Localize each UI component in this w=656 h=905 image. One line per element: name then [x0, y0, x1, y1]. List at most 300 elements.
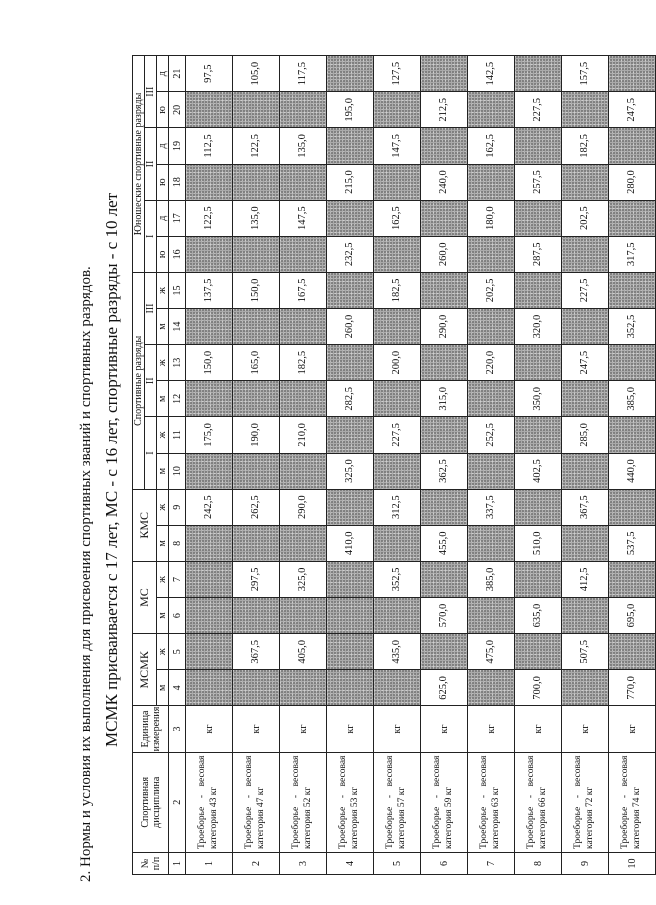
- shaded-cell: [233, 164, 280, 200]
- norm-value: 537,5: [609, 525, 656, 561]
- shaded-cell: [609, 345, 656, 381]
- table-row: [280, 56, 327, 875]
- shaded-cell: [186, 309, 233, 345]
- shaded-cell: [327, 670, 374, 706]
- column-numbers-row: [169, 56, 186, 875]
- norm-value: 315,0: [421, 381, 468, 417]
- row-number: 7: [468, 852, 515, 874]
- discipline-dash: -: [479, 795, 490, 799]
- header-kms: КМС: [133, 489, 157, 561]
- norm-value: 770,0: [609, 670, 656, 706]
- norm-value: 135,0: [233, 200, 280, 236]
- shaded-cell: [609, 56, 656, 92]
- header-zh: ж: [157, 634, 169, 670]
- header-sport-rank-2: II: [145, 345, 157, 417]
- discipline-weight-word: весовая: [385, 755, 396, 787]
- shaded-cell: [233, 236, 280, 272]
- shaded-cell: [327, 417, 374, 453]
- norm-value: 162,5: [468, 128, 515, 164]
- norm-value: 247,5: [562, 345, 609, 381]
- shaded-cell: [280, 164, 327, 200]
- shaded-cell: [468, 453, 515, 489]
- norm-value: 190,0: [233, 417, 280, 453]
- norm-value: 455,0: [421, 525, 468, 561]
- shaded-cell: [609, 489, 656, 525]
- discipline-weight-word: весовая: [573, 755, 584, 787]
- norm-value: 137,5: [186, 272, 233, 308]
- header-yu: ю: [157, 164, 169, 200]
- header-sport-rank-3: III: [145, 272, 157, 344]
- table-body: [186, 56, 656, 875]
- column-number: 7: [169, 561, 186, 597]
- shaded-cell: [374, 381, 421, 417]
- shaded-cell: [609, 561, 656, 597]
- discipline-name: Троеборье: [291, 806, 302, 849]
- table-row: [609, 56, 656, 875]
- shaded-cell: [233, 525, 280, 561]
- column-number: 4: [169, 670, 186, 706]
- header-d: д: [157, 128, 169, 164]
- norm-value: 625,0: [421, 670, 468, 706]
- shaded-cell: [280, 92, 327, 128]
- row-number: 6: [421, 852, 468, 874]
- norm-value: 112,5: [186, 128, 233, 164]
- norm-value: 182,5: [280, 345, 327, 381]
- shaded-cell: [515, 489, 562, 525]
- norm-value: 440,0: [609, 453, 656, 489]
- shaded-cell: [186, 92, 233, 128]
- shaded-cell: [327, 272, 374, 308]
- norm-value: 147,5: [374, 128, 421, 164]
- table-row: [515, 56, 562, 875]
- column-number: 20: [169, 92, 186, 128]
- norm-value: 412,5: [562, 561, 609, 597]
- shaded-cell: [233, 92, 280, 128]
- shaded-cell: [186, 453, 233, 489]
- row-number: 10: [609, 852, 656, 874]
- shaded-cell: [233, 453, 280, 489]
- norm-value: 135,0: [280, 128, 327, 164]
- shaded-cell: [421, 272, 468, 308]
- norm-value: 97,5: [186, 56, 233, 92]
- shaded-cell: [421, 489, 468, 525]
- discipline-weight-word: весовая: [620, 755, 631, 787]
- norm-value: 227,5: [562, 272, 609, 308]
- norm-value: 202,5: [562, 200, 609, 236]
- shaded-cell: [468, 598, 515, 634]
- shaded-cell: [327, 598, 374, 634]
- shaded-cell: [562, 309, 609, 345]
- column-number: 5: [169, 634, 186, 670]
- shaded-cell: [421, 345, 468, 381]
- norm-value: 182,5: [562, 128, 609, 164]
- discipline-name: Троеборье: [573, 806, 584, 849]
- norm-value: 227,5: [374, 417, 421, 453]
- norm-value: 290,0: [280, 489, 327, 525]
- norm-value: 287,5: [515, 236, 562, 272]
- shaded-cell: [186, 164, 233, 200]
- norm-value: 165,0: [233, 345, 280, 381]
- shaded-cell: [468, 92, 515, 128]
- discipline-weight-word: весовая: [526, 755, 537, 787]
- shaded-cell: [186, 381, 233, 417]
- norms-table: [132, 55, 656, 875]
- unit-cell: кг: [233, 706, 280, 752]
- discipline-category: категория 43 кг: [209, 786, 219, 849]
- norm-value: 405,0: [280, 634, 327, 670]
- norm-value: 700,0: [515, 670, 562, 706]
- shaded-cell: [562, 236, 609, 272]
- norm-value: 220,0: [468, 345, 515, 381]
- header-yu: ю: [157, 236, 169, 272]
- shaded-cell: [280, 309, 327, 345]
- shaded-cell: [374, 598, 421, 634]
- unit-cell: кг: [421, 706, 468, 752]
- norm-value: 410,0: [327, 525, 374, 561]
- norm-value: 385,0: [468, 561, 515, 597]
- discipline-name: Троеборье: [385, 806, 396, 849]
- shaded-cell: [374, 236, 421, 272]
- row-number: 5: [374, 852, 421, 874]
- column-number: 11: [169, 417, 186, 453]
- header-zh: ж: [157, 272, 169, 308]
- discipline-cell: [468, 752, 515, 852]
- norm-value: 210,0: [280, 417, 327, 453]
- shaded-cell: [374, 92, 421, 128]
- norm-value: 260,0: [327, 309, 374, 345]
- shaded-cell: [421, 128, 468, 164]
- norm-value: 362,5: [421, 453, 468, 489]
- shaded-cell: [327, 56, 374, 92]
- shaded-cell: [562, 92, 609, 128]
- shaded-cell: [468, 670, 515, 706]
- header-m: м: [157, 670, 169, 706]
- header-ms: МС: [133, 561, 157, 633]
- shaded-cell: [186, 525, 233, 561]
- shaded-cell: [562, 670, 609, 706]
- norm-value: 242,5: [186, 489, 233, 525]
- discipline-category: категория 47 кг: [256, 786, 266, 849]
- discipline-category: категория 52 кг: [303, 786, 313, 849]
- table-row: [562, 56, 609, 875]
- shaded-cell: [233, 670, 280, 706]
- norm-value: 105,0: [233, 56, 280, 92]
- shaded-cell: [609, 634, 656, 670]
- discipline-weight-word: весовая: [338, 755, 349, 787]
- header-m: м: [157, 598, 169, 634]
- discipline-category: категория 72 кг: [585, 786, 595, 849]
- shaded-cell: [515, 128, 562, 164]
- discipline-weight-word: весовая: [479, 755, 490, 787]
- shaded-cell: [280, 598, 327, 634]
- shaded-cell: [562, 164, 609, 200]
- norm-value: 200,0: [374, 345, 421, 381]
- header-m: м: [157, 381, 169, 417]
- shaded-cell: [374, 164, 421, 200]
- norm-value: 162,5: [374, 200, 421, 236]
- header-unit: Единица измерения: [133, 706, 169, 752]
- norm-value: 352,5: [374, 561, 421, 597]
- shaded-cell: [233, 598, 280, 634]
- norm-value: 285,0: [562, 417, 609, 453]
- discipline-cell: [186, 752, 233, 852]
- norm-value: 240,0: [421, 164, 468, 200]
- column-number: 15: [169, 272, 186, 308]
- discipline-dash: -: [573, 795, 584, 799]
- norm-value: 320,0: [515, 309, 562, 345]
- unit-cell: кг: [609, 706, 656, 752]
- header-m: м: [157, 309, 169, 345]
- shaded-cell: [280, 236, 327, 272]
- discipline-name: Троеборье: [432, 806, 443, 849]
- row-number: 3: [280, 852, 327, 874]
- table-row: [374, 56, 421, 875]
- row-number: 8: [515, 852, 562, 874]
- norm-value: 150,0: [186, 345, 233, 381]
- norm-value: 262,5: [233, 489, 280, 525]
- shaded-cell: [468, 309, 515, 345]
- discipline-category: категория 63 кг: [491, 786, 501, 849]
- discipline-dash: -: [432, 795, 443, 799]
- discipline-cell: [515, 752, 562, 852]
- shaded-cell: [327, 561, 374, 597]
- norm-value: 297,5: [233, 561, 280, 597]
- column-number: 18: [169, 164, 186, 200]
- shaded-cell: [609, 272, 656, 308]
- column-number: 3: [169, 706, 186, 752]
- discipline-cell: [562, 752, 609, 852]
- header-youth-rank-1: I: [145, 200, 157, 272]
- norm-value: 227,5: [515, 92, 562, 128]
- shaded-cell: [609, 200, 656, 236]
- table-row: [186, 56, 233, 875]
- norm-value: 212,5: [421, 92, 468, 128]
- discipline-category: категория 53 кг: [350, 786, 360, 849]
- shaded-cell: [186, 670, 233, 706]
- shaded-cell: [280, 525, 327, 561]
- unit-cell: кг: [327, 706, 374, 752]
- discipline-dash: -: [526, 795, 537, 799]
- header-sport-ranks: Спортивные разряды: [133, 272, 145, 489]
- section-title: 2. Нормы и условия их выполнения для присвоения спортивных званий и спортивных разрядов.: [78, 266, 94, 882]
- norm-value: 352,5: [609, 309, 656, 345]
- column-number: 19: [169, 128, 186, 164]
- column-number: 14: [169, 309, 186, 345]
- shaded-cell: [374, 525, 421, 561]
- header-youth-rank-2: II: [145, 128, 157, 200]
- row-number: 4: [327, 852, 374, 874]
- discipline-name: Троеборье: [244, 806, 255, 849]
- shaded-cell: [468, 381, 515, 417]
- norm-value: 280,0: [609, 164, 656, 200]
- discipline-name: Троеборье: [338, 806, 349, 849]
- shaded-cell: [327, 489, 374, 525]
- header-zh: ж: [157, 561, 169, 597]
- row-number: 1: [186, 852, 233, 874]
- header-discipline: Спортивная дисциплина: [133, 752, 169, 852]
- norm-value: 510,0: [515, 525, 562, 561]
- column-number: 8: [169, 525, 186, 561]
- header-msmk: МСМК: [133, 634, 157, 706]
- shaded-cell: [515, 417, 562, 453]
- discipline-name: Троеборье: [479, 806, 490, 849]
- discipline-category: категория 59 кг: [444, 786, 454, 849]
- rotated-content: [70, 52, 642, 887]
- column-number: 21: [169, 56, 186, 92]
- shaded-cell: [515, 345, 562, 381]
- norm-value: 260,0: [421, 236, 468, 272]
- norm-value: 180,0: [468, 200, 515, 236]
- norm-value: 402,5: [515, 453, 562, 489]
- norm-value: 325,0: [327, 453, 374, 489]
- norm-value: 507,5: [562, 634, 609, 670]
- header-youth-ranks: Юношеские спортивные разряды: [133, 56, 145, 273]
- norm-value: 385,0: [609, 381, 656, 417]
- column-number: 10: [169, 453, 186, 489]
- discipline-weight-word: весовая: [244, 755, 255, 787]
- header-d: д: [157, 56, 169, 92]
- shaded-cell: [186, 598, 233, 634]
- discipline-name: Троеборье: [526, 806, 537, 849]
- norm-value: 150,0: [233, 272, 280, 308]
- discipline-dash: -: [338, 795, 349, 799]
- column-number: 9: [169, 489, 186, 525]
- shaded-cell: [562, 598, 609, 634]
- norm-value: 282,5: [327, 381, 374, 417]
- shaded-cell: [421, 561, 468, 597]
- discipline-name: Троеборье: [197, 806, 208, 849]
- table-row: [468, 56, 515, 875]
- unit-cell: кг: [374, 706, 421, 752]
- shaded-cell: [233, 309, 280, 345]
- header-num: № п/п: [133, 852, 169, 874]
- norm-value: 257,5: [515, 164, 562, 200]
- discipline-category: категория 66 кг: [538, 786, 548, 849]
- norm-value: 122,5: [233, 128, 280, 164]
- norm-value: 325,0: [280, 561, 327, 597]
- norm-value: 232,5: [327, 236, 374, 272]
- shaded-cell: [374, 453, 421, 489]
- unit-cell: кг: [562, 706, 609, 752]
- row-number: 2: [233, 852, 280, 874]
- unit-cell: кг: [186, 706, 233, 752]
- header-m: м: [157, 525, 169, 561]
- discipline-category: категория 57 кг: [397, 786, 407, 849]
- shaded-cell: [280, 670, 327, 706]
- norm-value: 317,5: [609, 236, 656, 272]
- discipline-name: Троеборье: [620, 806, 631, 849]
- discipline-dash: -: [385, 795, 396, 799]
- shaded-cell: [609, 417, 656, 453]
- norm-value: 147,5: [280, 200, 327, 236]
- main-heading: МСМК присваивается с 17 лет, МС - с 16 лет, спортивные разряды - с 10 лет: [102, 192, 121, 747]
- column-number: 16: [169, 236, 186, 272]
- norm-value: 142,5: [468, 56, 515, 92]
- norm-value: 175,0: [186, 417, 233, 453]
- shaded-cell: [421, 417, 468, 453]
- column-number: 6: [169, 598, 186, 634]
- norm-value: 350,0: [515, 381, 562, 417]
- norm-value: 182,5: [374, 272, 421, 308]
- discipline-cell: [327, 752, 374, 852]
- table-row: [421, 56, 468, 875]
- shaded-cell: [327, 200, 374, 236]
- table-row: [327, 56, 374, 875]
- norm-value: 157,5: [562, 56, 609, 92]
- shaded-cell: [562, 453, 609, 489]
- header-sport-rank-1: I: [145, 417, 157, 489]
- shaded-cell: [374, 670, 421, 706]
- norm-value: 435,0: [374, 634, 421, 670]
- shaded-cell: [374, 309, 421, 345]
- norm-value: 337,5: [468, 489, 515, 525]
- column-number: 13: [169, 345, 186, 381]
- norm-value: 312,5: [374, 489, 421, 525]
- norm-value: 202,5: [468, 272, 515, 308]
- norm-value: 252,5: [468, 417, 515, 453]
- shaded-cell: [280, 453, 327, 489]
- shaded-cell: [421, 56, 468, 92]
- norm-value: 127,5: [374, 56, 421, 92]
- discipline-cell: [421, 752, 468, 852]
- shaded-cell: [515, 634, 562, 670]
- shaded-cell: [609, 128, 656, 164]
- shaded-cell: [327, 345, 374, 381]
- norm-value: 290,0: [421, 309, 468, 345]
- shaded-cell: [562, 381, 609, 417]
- unit-cell: кг: [280, 706, 327, 752]
- norm-value: 367,5: [562, 489, 609, 525]
- norm-value: 367,5: [233, 634, 280, 670]
- norm-value: 215,0: [327, 164, 374, 200]
- norm-value: 247,5: [609, 92, 656, 128]
- norm-value: 195,0: [327, 92, 374, 128]
- norm-value: 117,5: [280, 56, 327, 92]
- shaded-cell: [515, 56, 562, 92]
- norm-value: 167,5: [280, 272, 327, 308]
- shaded-cell: [468, 525, 515, 561]
- shaded-cell: [515, 272, 562, 308]
- norm-value: 695,0: [609, 598, 656, 634]
- column-number: 2: [169, 752, 186, 852]
- header-zh: ж: [157, 345, 169, 381]
- shaded-cell: [186, 634, 233, 670]
- header-m: м: [157, 453, 169, 489]
- row-number: 9: [562, 852, 609, 874]
- header-yu: ю: [157, 92, 169, 128]
- discipline-dash: -: [197, 795, 208, 799]
- norm-value: 635,0: [515, 598, 562, 634]
- discipline-cell: [280, 752, 327, 852]
- discipline-dash: -: [244, 795, 255, 799]
- column-number: 12: [169, 381, 186, 417]
- norm-value: 475,0: [468, 634, 515, 670]
- discipline-weight-word: весовая: [291, 755, 302, 787]
- unit-cell: кг: [468, 706, 515, 752]
- header-youth-rank-3: III: [145, 56, 157, 128]
- column-number: 17: [169, 200, 186, 236]
- discipline-cell: [609, 752, 656, 852]
- shaded-cell: [186, 561, 233, 597]
- discipline-cell: [233, 752, 280, 852]
- shaded-cell: [280, 381, 327, 417]
- discipline-weight-word: весовая: [432, 755, 443, 787]
- shaded-cell: [562, 525, 609, 561]
- shaded-cell: [468, 236, 515, 272]
- shaded-cell: [468, 164, 515, 200]
- shaded-cell: [327, 634, 374, 670]
- shaded-cell: [421, 634, 468, 670]
